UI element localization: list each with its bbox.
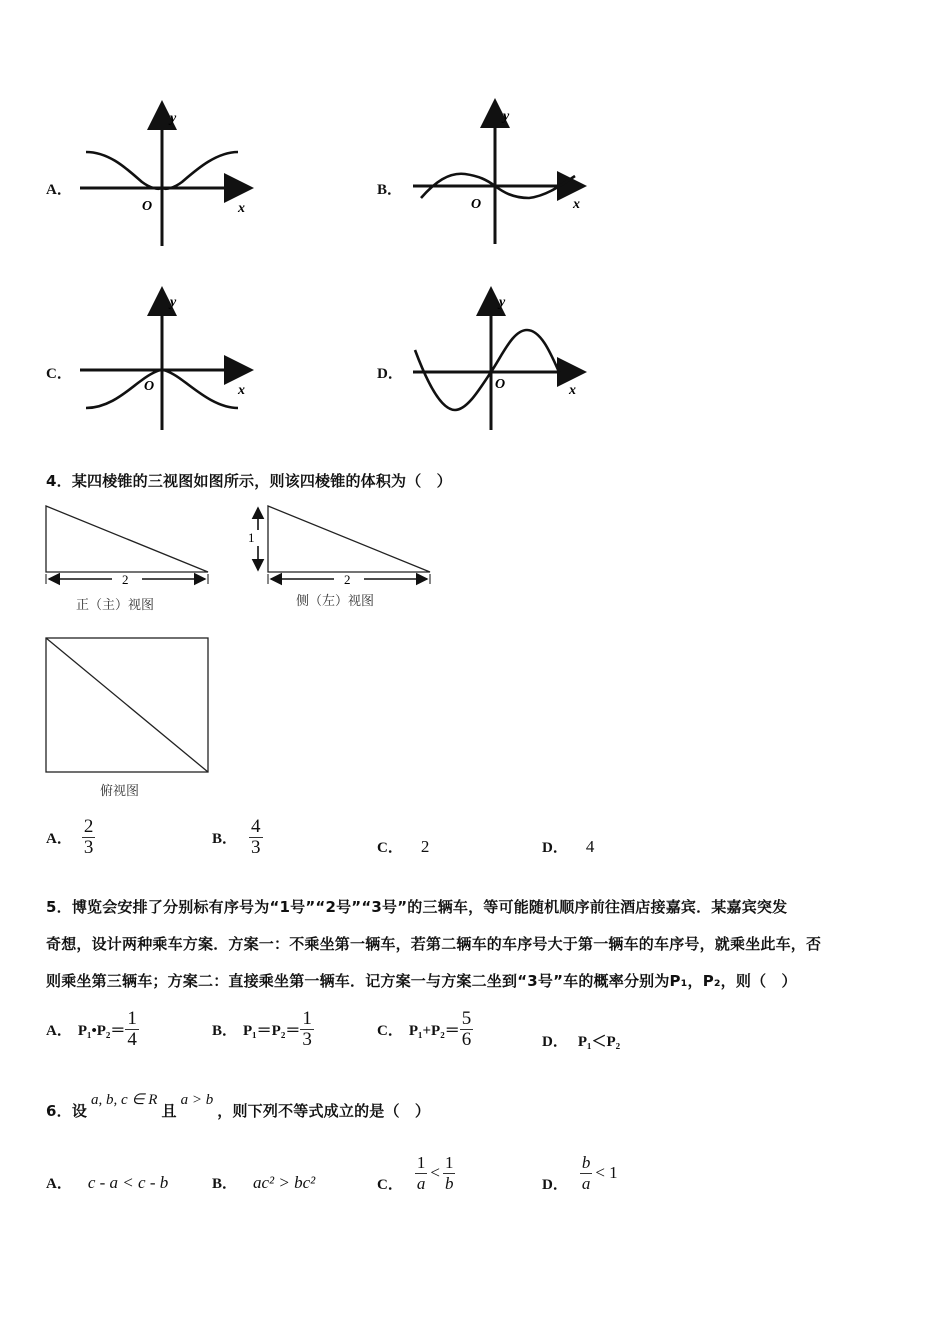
q6-suffix: ，则下列不等式成立的是（ ）: [217, 1102, 431, 1120]
fraction: [460, 1009, 474, 1050]
front-view-caption: 正（主）视图: [76, 598, 155, 613]
denominator: 4: [127, 1028, 137, 1050]
origin-label: O: [144, 379, 155, 394]
option-letter: A．: [46, 1022, 72, 1039]
side-width-label: 2: [344, 572, 351, 587]
q4-front-view: [40, 500, 220, 590]
option-expression: P₁＝P₂＝: [243, 1022, 301, 1039]
q6-condition-1: a, b, c ∈ R: [91, 1092, 158, 1108]
option-letter: A．: [46, 830, 72, 847]
side-triangle: [268, 506, 430, 572]
q3-option-d-letter: D．: [377, 366, 403, 382]
option-letter: B．: [212, 830, 238, 847]
side-view-caption: 侧（左）视图: [296, 594, 375, 609]
denominator: b: [444, 1173, 454, 1193]
q4-option-b[interactable]: [212, 812, 263, 862]
x-label: x: [238, 383, 245, 398]
option-letter: C．: [377, 1022, 403, 1039]
side-height-label: 1: [248, 530, 255, 545]
q4-option-d[interactable]: [542, 836, 594, 857]
numerator: b: [581, 1152, 591, 1172]
option-letter: C．: [377, 840, 403, 856]
q4-top-view: [40, 632, 216, 778]
numerator: 5: [461, 1007, 472, 1029]
q5-option-b[interactable]: [212, 1004, 314, 1054]
y-label: y: [503, 109, 510, 124]
numerator: 1: [444, 1152, 454, 1172]
option-expression: P₁＜P₂: [577, 1034, 621, 1050]
q3-option-a-letter: A．: [46, 182, 72, 198]
fraction-2: [443, 1153, 456, 1194]
option-expression: P₁•P₂＝: [77, 1022, 126, 1039]
option-expression: c - a < c - b: [87, 1173, 169, 1192]
denominator: 6: [461, 1028, 472, 1050]
denominator: 3: [83, 836, 94, 858]
denominator: 3: [302, 1028, 312, 1050]
numerator: 1: [302, 1007, 312, 1029]
fraction: [125, 1009, 139, 1050]
q4-side-view: [246, 500, 436, 590]
q5-option-a[interactable]: [46, 1004, 139, 1054]
denominator: 3: [251, 836, 261, 858]
x-label: x: [569, 383, 576, 398]
fraction: [249, 817, 263, 858]
option-letter: C．: [377, 1177, 403, 1193]
numerator: 4: [251, 815, 261, 837]
top-diagonal: [46, 638, 208, 772]
option-letter: D．: [542, 1177, 568, 1193]
fraction: [300, 1009, 314, 1050]
operator: <: [430, 1163, 440, 1182]
q3-graph-c: [70, 286, 260, 436]
q6-option-a[interactable]: [46, 1172, 168, 1193]
front-width-label: 2: [122, 572, 129, 587]
numerator: 1: [416, 1152, 426, 1172]
top-view-caption: 俯视图: [100, 784, 140, 799]
option-expression: ac² > bc²: [253, 1173, 316, 1192]
option-expression: P₁+P₂＝: [408, 1022, 460, 1039]
q5-line-2: 奇想，设计两种乘车方案．方案一：不乘坐第一辆车，若第二辆车的车序号大于第一辆车的车序号，就乘坐此车，否: [46, 935, 822, 953]
x-label: x: [573, 197, 580, 212]
origin-label: O: [471, 197, 482, 212]
option-letter: B．: [212, 1022, 238, 1039]
q6-option-b[interactable]: [212, 1172, 315, 1193]
fraction: [82, 817, 96, 858]
numerator: 1: [127, 1007, 137, 1029]
q3-graph-b: [405, 96, 595, 246]
q5-option-c[interactable]: [377, 1004, 473, 1054]
origin-label: O: [142, 199, 153, 214]
option-value: 4: [585, 837, 595, 856]
denominator: a: [416, 1173, 426, 1193]
q6-prefix: 6．设: [46, 1102, 88, 1120]
q4-option-a[interactable]: [46, 812, 95, 862]
q5-line-3: 则乘坐第三辆车；方案二：直接乘坐第一辆车．记方案一与方案二坐到“3号”车的概率分别为P₁，P₂，则（ ）: [46, 972, 797, 990]
q3-option-b-letter: B．: [377, 182, 403, 198]
curve: [415, 330, 559, 410]
option-letter: D．: [542, 1034, 568, 1050]
y-label: y: [499, 295, 506, 310]
q6-stem: [46, 1088, 430, 1128]
q3-option-c-letter: C．: [46, 366, 72, 382]
fraction-1: [415, 1153, 428, 1194]
q4-stem: 4．某四棱锥的三视图如图所示，则该四棱锥的体积为（ ）: [46, 472, 452, 490]
origin-label: O: [495, 377, 506, 392]
denominator: a: [581, 1173, 591, 1193]
option-letter: B．: [212, 1176, 238, 1192]
front-triangle: [46, 506, 208, 572]
operator: < 1: [595, 1163, 618, 1182]
q3-graph-d: [405, 286, 595, 436]
q6-option-d[interactable]: [542, 1148, 618, 1198]
x-label: x: [238, 201, 245, 216]
y-label: y: [170, 111, 177, 126]
fraction: [580, 1153, 593, 1194]
option-letter: A．: [46, 1176, 72, 1192]
option-value: 2: [420, 837, 430, 856]
y-label: y: [170, 295, 177, 310]
numerator: 2: [83, 815, 94, 837]
q5-option-d[interactable]: [542, 1030, 620, 1051]
q6-condition-2: a > b: [180, 1092, 214, 1108]
q4-option-c[interactable]: [377, 836, 429, 857]
q6-mid: 且: [161, 1102, 177, 1120]
q6-option-c[interactable]: [377, 1148, 455, 1198]
q5-line-1: 5．博览会安排了分别标有序号为“1号”“2号”“3号”的三辆车，等可能随机顺序前往酒店接嘉宾．某嘉宾突发: [46, 898, 788, 916]
q3-graph-a: [70, 100, 260, 250]
option-letter: D．: [542, 840, 568, 856]
